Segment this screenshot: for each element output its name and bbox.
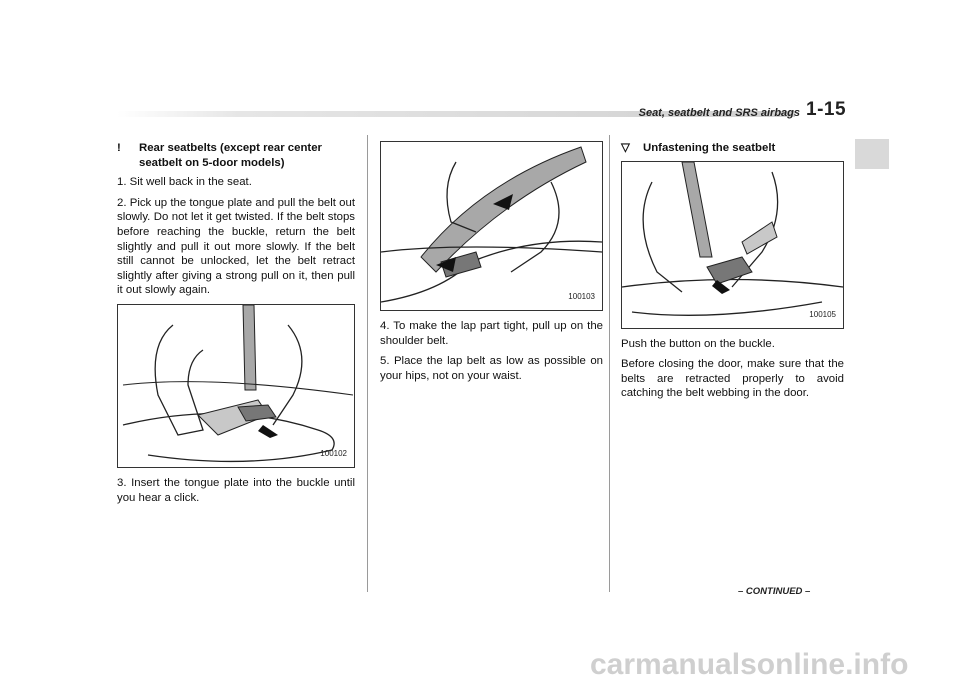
step-4: 4. To make the lap part tight, pull up on the shoulder belt. bbox=[380, 320, 603, 347]
heading-text: Unfastening the seatbelt bbox=[643, 142, 776, 154]
column-divider-1 bbox=[367, 135, 368, 592]
step-2: 2. Pick up the tongue plate and pull the belt out slowly. Do not let it get twisted. If the belt stops before reaching the buckle, return the belt slightly and pull it out more slowly. If the belt still cannot be unlocked, let the belt retract slightly after giving a strong pull on it, then pull it out slowly again. bbox=[117, 196, 355, 297]
column-divider-2 bbox=[609, 135, 610, 592]
para-before-closing: Before closing the door, make sure that the belts are retracted properly to avoid catching the belt webbing in the door. bbox=[621, 358, 844, 400]
heading-text: Rear seatbelts (except rear center seatbelt on 5-door models) bbox=[139, 142, 322, 169]
step-3: 3. Insert the tongue plate into the buckle until you hear a click. bbox=[117, 476, 355, 504]
watermark: carmanualsonline.info bbox=[590, 648, 909, 681]
figure-code: 100103 bbox=[568, 292, 595, 302]
figure-100105 bbox=[621, 161, 844, 329]
seatbelt-tighten-illustration bbox=[381, 142, 602, 310]
column-2 bbox=[380, 138, 603, 389]
para-push-button: Push the button on the buckle. bbox=[621, 337, 775, 350]
column-3 bbox=[621, 141, 844, 407]
step-1: 1. Sit well back in the seat. bbox=[117, 176, 252, 189]
page-number: 1-15 bbox=[806, 99, 847, 120]
seatbelt-unfasten-illustration bbox=[622, 162, 843, 328]
figure-100102 bbox=[117, 304, 355, 468]
figure-code: 100105 bbox=[809, 310, 836, 319]
continued-label: – CONTINUED – bbox=[738, 586, 811, 597]
section-heading-unfastening bbox=[621, 141, 844, 156]
figure-100103 bbox=[380, 141, 603, 311]
column-1 bbox=[117, 141, 355, 511]
section-title: Seat, seatbelt and SRS airbags bbox=[638, 107, 800, 119]
step-5: 5. Place the lap belt as low as possible on your hips, not on your waist. bbox=[380, 355, 603, 382]
seatbelt-insert-illustration bbox=[118, 305, 354, 467]
figure-code: 100102 bbox=[320, 449, 347, 459]
heading-marker-icon: ! bbox=[117, 142, 121, 154]
heading-marker-icon: ▽ bbox=[621, 142, 630, 154]
chapter-tab bbox=[855, 139, 889, 169]
section-heading-rear-seatbelts bbox=[117, 141, 355, 170]
